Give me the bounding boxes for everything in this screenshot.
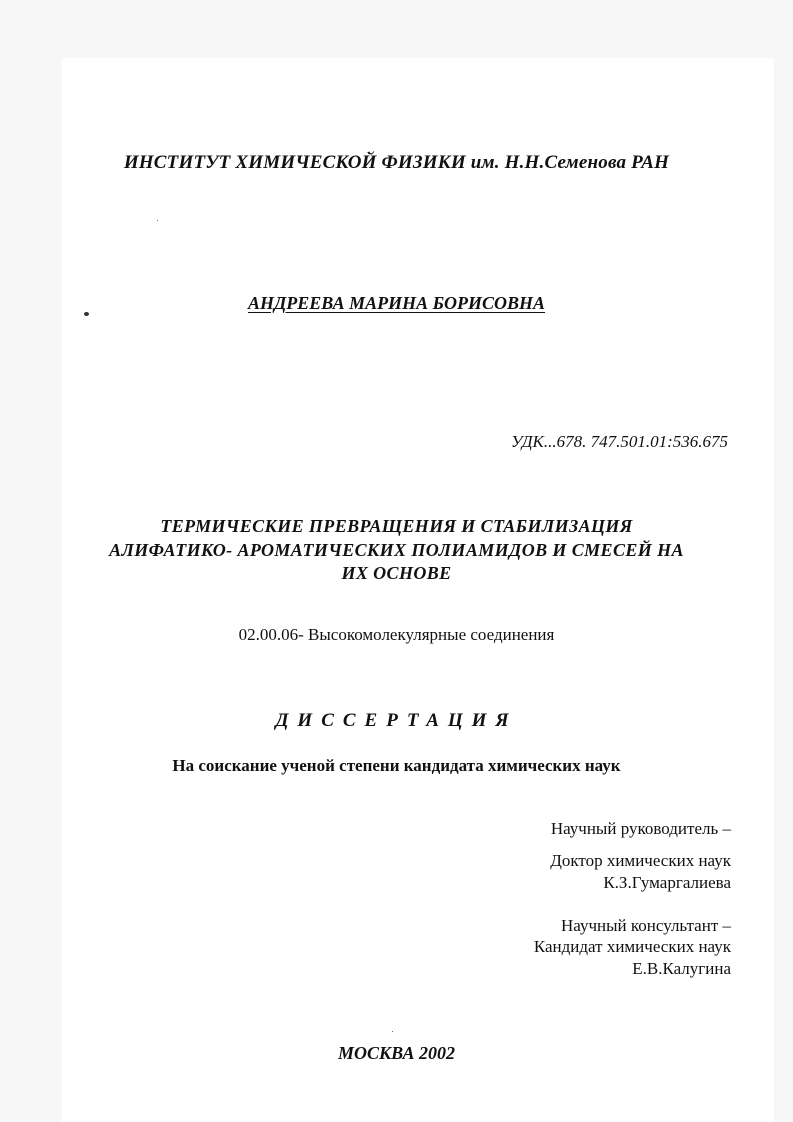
city-year: МОСКВА 2002 <box>337 1043 456 1063</box>
specialty-code: 02.00.06- Высокомолекулярные соединения <box>238 625 555 644</box>
thesis-title-line: АЛИФАТИКО- АРОМАТИЧЕСКИХ ПОЛИАМИДОВ И СМЕСЕЙ НА <box>109 540 684 560</box>
institute-name: ИНСТИТУТ ХИМИЧЕСКОЙ ФИЗИКИ им. Н.Н.Семенова РАН <box>123 152 670 173</box>
thesis-title-line: ИХ ОСНОВЕ <box>341 563 452 583</box>
supervisor-name: К.З.Гумаргалиева <box>603 873 731 892</box>
author-name: АНДРЕЕВА МАРИНА БОРИСОВНА <box>247 293 546 313</box>
consultant-name: Е.В.Калугина <box>632 959 731 978</box>
scan-speck <box>157 220 158 221</box>
document-type: ДИССЕРТАЦИЯ <box>275 710 518 731</box>
consultant-degree: Кандидат химических наук <box>533 937 731 956</box>
udk-code: УДК...678. 747.501.01:536.675 <box>510 432 728 451</box>
degree-statement: На соискание ученой степени кандидата химических наук <box>172 756 621 775</box>
thesis-title-line: ТЕРМИЧЕСКИЕ ПРЕВРАЩЕНИЯ И СТАБИЛИЗАЦИЯ <box>160 516 633 536</box>
scan-speck <box>392 1031 393 1032</box>
supervisor-role: Научный руководитель – <box>550 819 731 838</box>
supervisor-degree: Доктор химических наук <box>550 851 731 870</box>
consultant-role: Научный консультант – <box>561 916 731 935</box>
